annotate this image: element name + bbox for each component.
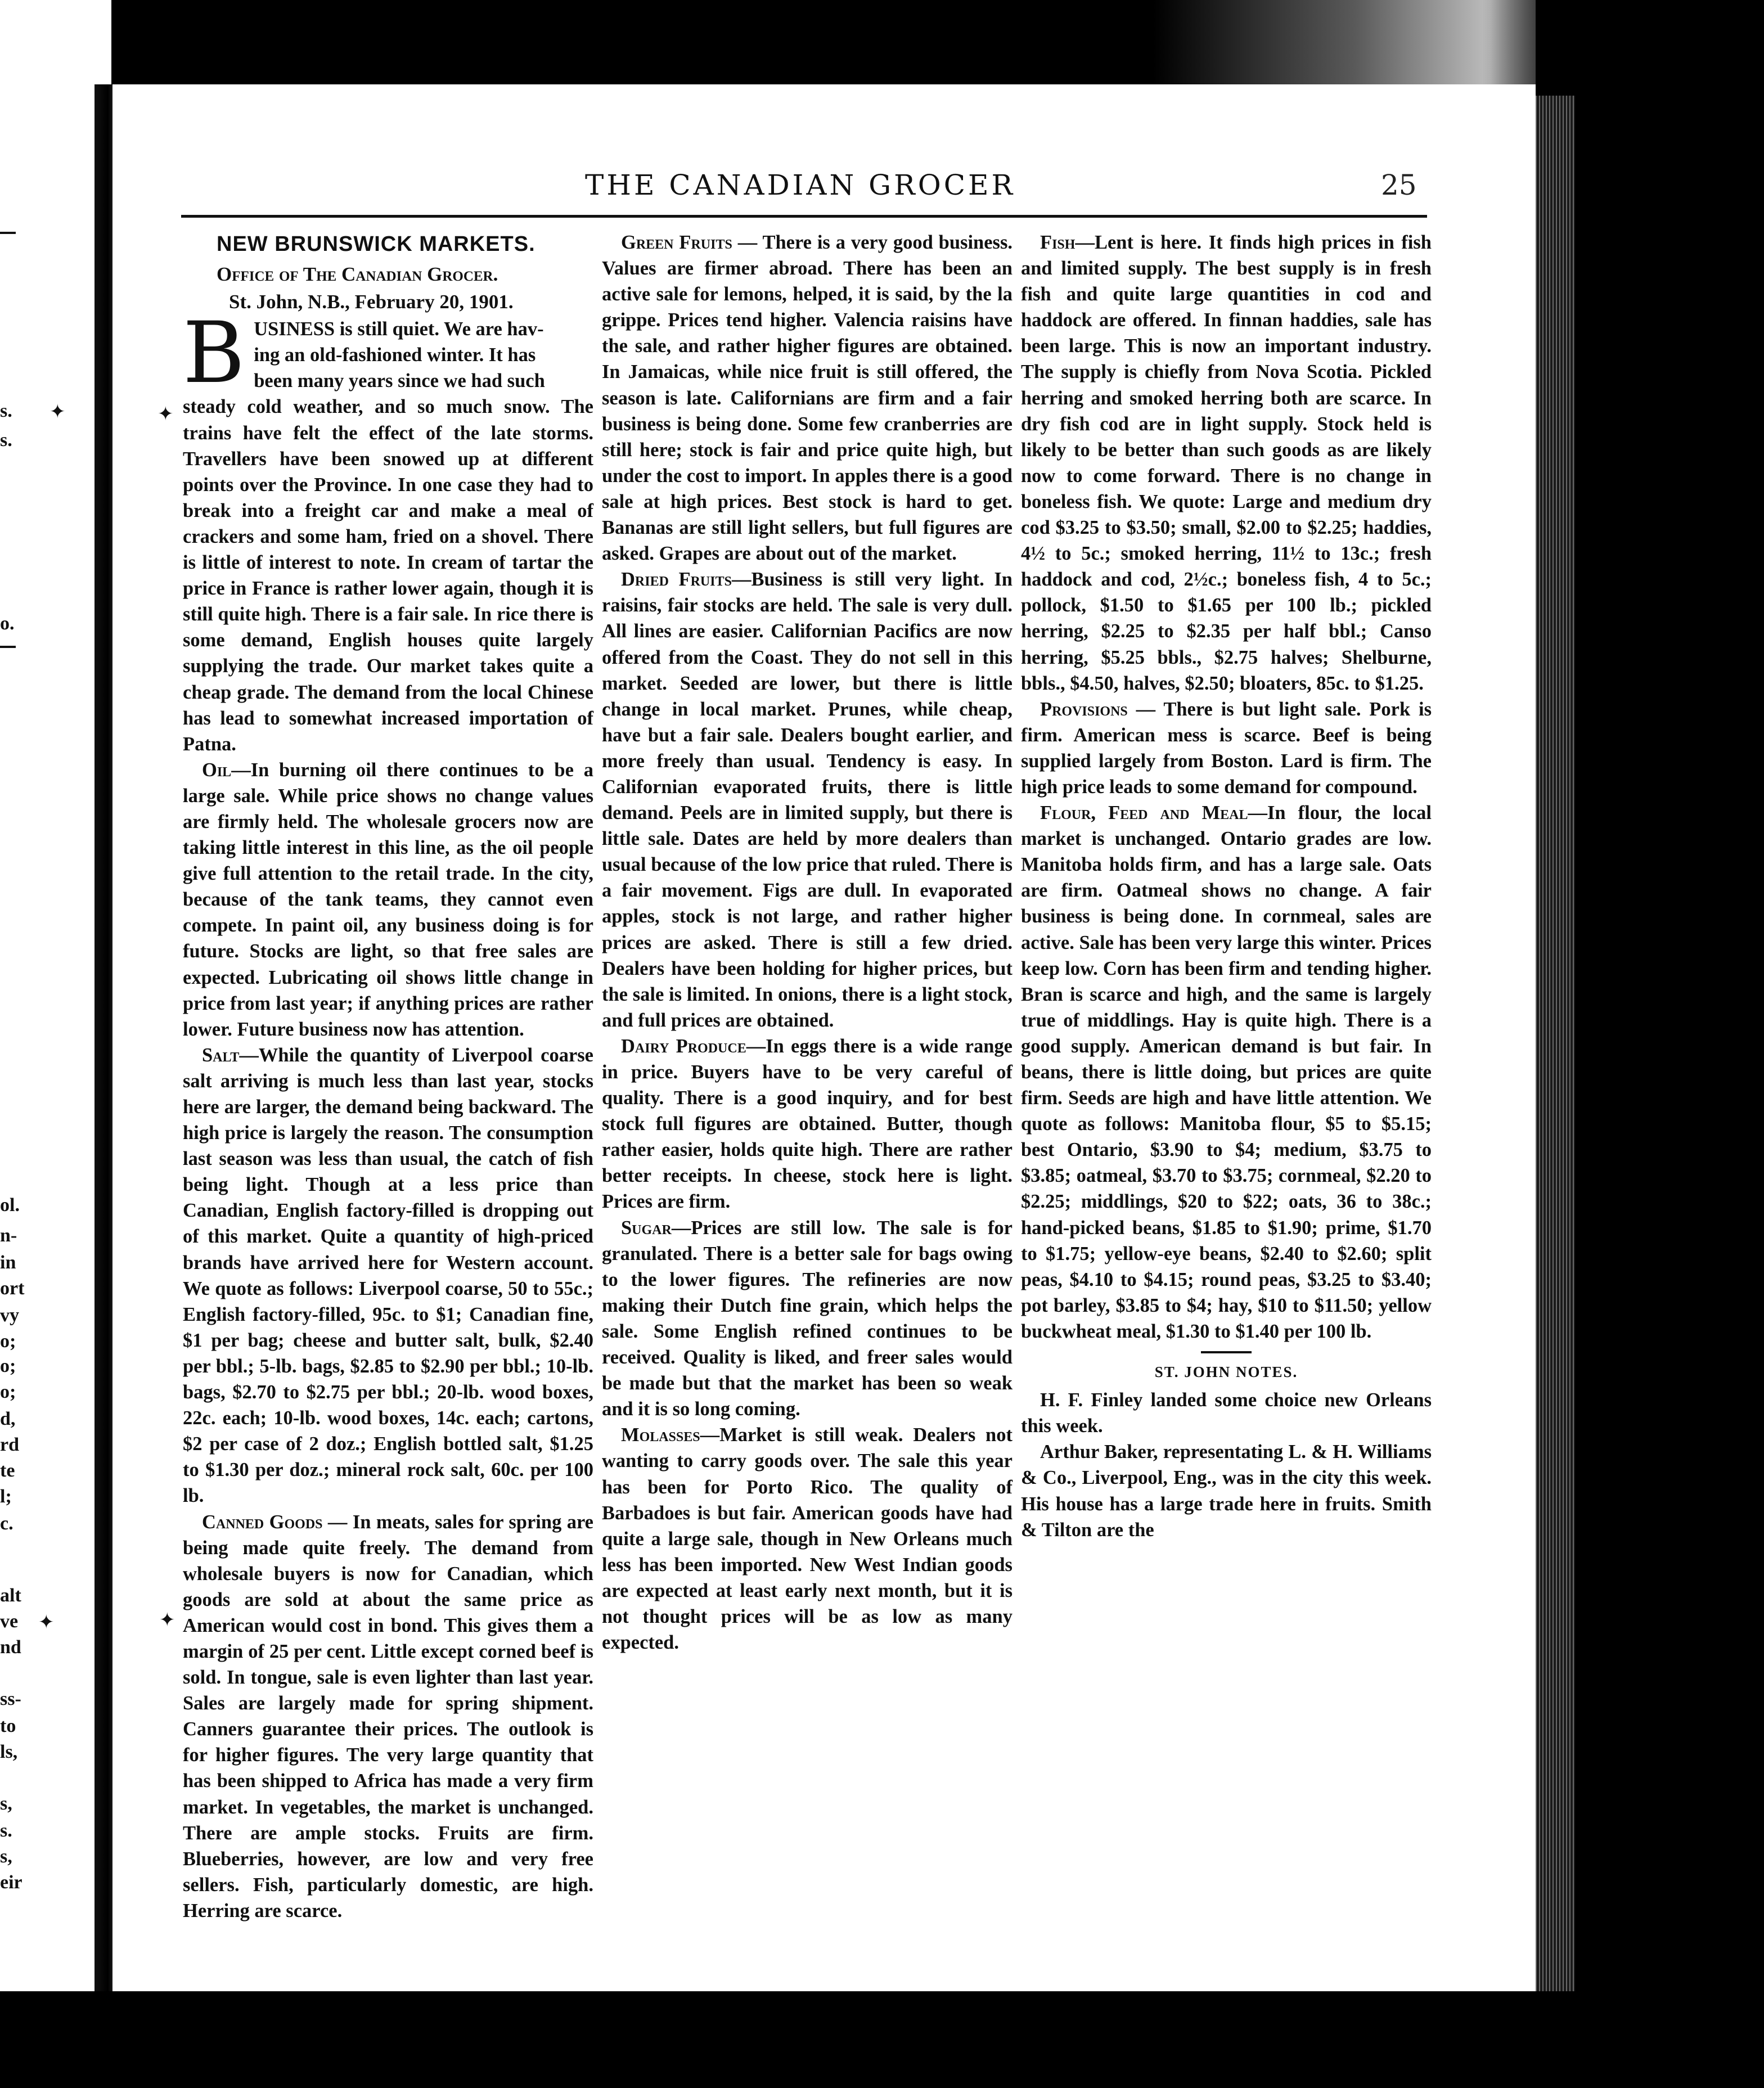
margin-fragment: ss- xyxy=(0,1689,21,1709)
section-oil xyxy=(183,757,593,1042)
margin-fragment: s, xyxy=(0,1793,12,1814)
margin-rule xyxy=(0,646,16,648)
section-heading: Sugar xyxy=(621,1217,672,1239)
margin-fragment: alt xyxy=(0,1585,21,1606)
margin-fragment: o; xyxy=(0,1356,16,1376)
margin-fragment: te xyxy=(0,1460,15,1481)
section-text: — In meats, sales for spring are being made quite freely. The demand from wholesale buyers is now for Canadian, which goods are sold at about the same price as American would cost in bond. This gives them a margin of 25 per cent. Little except corned beef is sold. In tongue, sale is even lighter than last year. Sales are largely made for spring shipment. Canners guarantee their prices. The outlook is for higher figures. The very large quantity that has been shipped to Africa has made a very firm market. In vegetables, the market is unchanged. There are ample stocks. Fruits are firm. Blueberries, however, are low and very free sellers. Fish, particularly domestic, are high. Herring are scarce. xyxy=(183,1511,593,1922)
article-office-line: Office of The Canadian Grocer. xyxy=(217,263,498,285)
lead-line: ing an old-fashioned winter. It has xyxy=(254,344,536,366)
lead-line: been many years since we had such xyxy=(254,370,545,392)
margin-fragment: o; xyxy=(0,1331,16,1352)
margin-mark-icon: ✦ xyxy=(158,403,174,425)
column-2 xyxy=(602,230,1012,1655)
section-dairy-produce xyxy=(602,1033,1012,1215)
lead-line: USINESS is still quiet. We are hav- xyxy=(254,318,544,340)
section-text: —In flour, the local market is unchanged. Ontario grades are low. Manitoba holds firm, and has a large sale. Oats are firm. Oatmeal shows no change. A fair business is being done. In cornmeal, sales are active. Sale has been very large this winter. Prices keep low. Corn has been firm and tending higher. Bran is scarce and high, and the same is largely true of middlings. Hay is quite high. There is a good supply. American demand is but fair. In beans, there is little doing, but prices are quite firm. Seeds are high and have little attention. We quote as follows: Manitoba flour, $5 to $5.15; best Ontario, $3.90 to $4; medium, $3.75 to $3.85; oatmeal, $3.70 to $3.75; cornmeal, $2.20 to $2.25; middlings, $20 to $22; oats, 36 to 38c.; hand-picked beans, $1.85 to $1.90; prime, $1.70 to $1.75; yellow-eye beans, $2.40 to $2.60; split peas, $4.10 to $4.15; round peas, $3.25 to $3.40; pot barley, $3.85 to $4; hay, $10 to $11.50; yellow buckwheat meal, $1.30 to $1.40 per 100 lb. xyxy=(1021,802,1432,1342)
section-heading: Oil xyxy=(202,759,232,781)
lead-paragraph-text: steady cold weather, and so much snow. The trains have felt the effect of the late storms. Travellers have been snowed up at different points over the Province. In one case they had to break into a freight car and make a meal of crackers and some ham, fried on a shovel. There is little of interest to note. In cream of tartar the price in France is rather lower again, though it is still quite high. There is a fair sale. In rice there is some demand, English houses quite largely supplying the trade. Our market takes quite a cheap grade. The demand from the local Chinese has lead to somewhat increased importation of Patna. xyxy=(183,396,593,755)
section-sugar xyxy=(602,1215,1012,1423)
margin-fragment: l; xyxy=(0,1486,12,1507)
margin-fragment: nd xyxy=(0,1637,21,1658)
margin-fragment: ls, xyxy=(0,1742,18,1762)
margin-fragment: o. xyxy=(0,613,15,634)
section-heading: Salt xyxy=(202,1044,240,1066)
notes-heading: ST. JOHN NOTES. xyxy=(1154,1364,1298,1381)
column-3 xyxy=(1021,230,1432,1543)
margin-fragment: c. xyxy=(0,1513,14,1534)
section-heading: Green Fruits xyxy=(621,232,732,253)
article-dateline: St. John, N.B., February 20, 1901. xyxy=(229,291,514,313)
drop-cap: B xyxy=(183,304,245,403)
section-text: —Lent is here. It finds high prices in fish and limited supply. The best supply is in fresh fish and quite large quantities in cod and haddock are offered. In finnan haddies, sale has been large. This is now an important industry. The supply is chiefly from Nova Scotia. Pickled herring and smoked herring both are scarce. In dry fish cod are in light supply. Stock held is likely to be better than such goods as are likely now to come forward. There is no change in boneless fish. We quote: Large and medium dry cod $3.25 to $3.50; small, $2.00 to $2.25; haddies, 4½ to 5c.; smoked herring, 11½ to 13c.; fresh haddock and cod, 2½c.; boneless fish, 4 to 5c.; pollock, $1.50 to $1.65 per 100 lb.; pickled herring, $2.25 to $2.35 per half bbl.; Canso herring, $5.25 bbls., $2.75 halves; Shelburne, bbls., $4.50, halves, $2.50; bloaters, 85c. to $1.25. xyxy=(1021,232,1432,694)
section-text: —Business is still very light. In raisins, fair stocks are held. The sale is very dull. All lines are easier. Californian Pacifics are now offered from the Coast. They do not sell in this market. Seeded are lower, but there is little change in local market. Prunes, while cheap, have but a fair sale. Dealers bought earlier, and more freely than usual. Tendency is easy. In Californian evaporated fruits, there is little demand. Peels are in limited supply, but there is little sale. Dates are held by more dealers than usual because of the low price that ruled. There is a fair movement. Figs are dull. In evaporated apples, stock is not large, and rather higher prices are asked. There is still a few dried. Dealers have been holding for higher prices, but the sale is limited. In onions, there is a light stock, and full prices are obtained. xyxy=(602,569,1012,1031)
margin-fragment: to xyxy=(0,1716,16,1736)
section-text: — There is a very good business. Values are firmer abroad. There has been an active sale for lemons, helped, it is said, by the la grippe. Prices tend higher. Valencia raisins have the sale, and rather higher figures are obtained. In Jamaicas, while nice fruit is still offered, the season is late. Californians are firm and a fair business is being done. Some few cranberries are still here; stock is fair and price quite high, but under the cost to import. In apples there is a good sale at high prices. Best stock is hard to get. Bananas are still light sellers, but full figures are asked. Grapes are about out of the market. xyxy=(602,232,1013,565)
margin-fragment: d, xyxy=(0,1408,16,1429)
margin-fragment: s, xyxy=(0,1846,12,1867)
lead-paragraph xyxy=(183,304,593,757)
header-rule xyxy=(181,215,1427,218)
page-number: 25 xyxy=(1381,169,1417,201)
margin-fragment: ve xyxy=(0,1611,19,1632)
section-green-fruits xyxy=(602,230,1012,566)
section-heading: Dairy Produce xyxy=(621,1035,746,1057)
margin-mark-icon: ✦ xyxy=(50,400,66,423)
section-canned-goods xyxy=(183,1509,593,1924)
margin-fragment: s. xyxy=(0,400,12,421)
section-provisions xyxy=(1021,696,1432,800)
section-divider xyxy=(1201,1351,1252,1353)
article-title: NEW BRUNSWICK MARKETS. xyxy=(217,232,536,256)
section-text: —In eggs there is a wide range in price. Buyers have to be very careful of quality. There is a good inquiry, and for best stock full figures are obtained. Butter, though rather easier, holds quite high. There are rather better receipts. In cheese, stock here is light. Prices are firm. xyxy=(602,1035,1012,1213)
section-salt xyxy=(183,1042,593,1509)
section-fish xyxy=(1021,230,1432,696)
margin-fragment: eir xyxy=(0,1872,22,1893)
section-text: — There is but light sale. Pork is firm. American mess is scarce. Beef is being supplied largely from Boston. Lard is firm. The high price leads to some demand for compound. xyxy=(1021,698,1432,798)
margin-fragment: n- xyxy=(0,1225,17,1246)
margin-fragment: rd xyxy=(0,1434,19,1455)
margin-fragment: vy xyxy=(0,1305,19,1326)
section-dried-fruits xyxy=(602,566,1012,1033)
section-text: —In burning oil there continues to be a large sale. While price shows no change values are firmly held. The wholesale grocers now are taking little interest in this line, as the oil people give full attention to the retail trade. In the city, because of the tank teams, they cannot even compete. In paint oil, any business doing is for future. Stocks are light, so that free sales are expected. Lubricating oil shows little change in price from last year; if anything prices are rather lower. Future business now has attention. xyxy=(183,759,593,1040)
section-text: —Market is still weak. Dealers not wanting to carry goods over. The sale this year has been for Porto Rico. The quality of Barbadoes is but fair. American goods have had quite a large sale, though in New Orleans much less has been imported. New West Indian goods are expected at least early next month, but it is not thought prices will be as low as many expected. xyxy=(602,1424,1012,1654)
section-heading: Canned Goods xyxy=(202,1511,323,1533)
book-page-edges xyxy=(1536,96,1575,1991)
section-text: —While the quantity of Liverpool coarse salt arriving is much less than last year, stocks here are larger, the demand being backward. The high price is largely the reason. The consumption last season was less than usual, the catch of fish being light. Though at a less price than Canadian, English factory-filled is dropping out of this market. Quite a quantity of high-priced brands have arrived here for Western account. We quote as follows: Liverpool coarse, 50 to 55c.; English factory-filled, 95c. to $1; Canadian fine, $1 per bag; cheese and butter salt, bulk, $2.40 per bbl.; 5-lb. bags, $2.85 to $2.90 per bbl.; 10-lb. bags, $2.70 to $2.75 per bbl.; 20-lb. wood boxes, 22c. each; 10-lb. wood boxes, 14c. each; cartons, $2 per case of 2 doz.; English bottled salt, $1.25 to $1.30 per doz.; mineral rock salt, 60c. per 100 lb. xyxy=(183,1044,593,1507)
margin-fragment: ol. xyxy=(0,1195,20,1216)
margin-fragment: ort xyxy=(0,1278,25,1299)
section-molasses xyxy=(602,1422,1012,1655)
section-heading: Flour, Feed and Meal xyxy=(1040,802,1248,824)
section-heading: Provisions xyxy=(1040,698,1128,720)
margin-fragment: in xyxy=(0,1252,16,1273)
notes-paragraph: H. F. Finley landed some choice new Orleans this week. xyxy=(1021,1389,1432,1437)
section-heading: Dried Fruits xyxy=(621,569,732,591)
page-header-title: THE CANADIAN GROCER xyxy=(585,169,1016,201)
margin-mark-icon: ✦ xyxy=(38,1611,55,1634)
section-text: —Prices are still low. The sale is for granulated. There is a better sale for bags owing to the lower figures. The refineries are now making their Dutch fine grain, which helps the sale. Some English refined continues to be received. Quality is liked, and freer sales would be made but that the market has been so weak and it is so long coming. xyxy=(602,1217,1012,1420)
margin-mark-icon: ✦ xyxy=(159,1609,176,1631)
margin-fragment: s. xyxy=(0,430,12,451)
column-1 xyxy=(183,230,593,1924)
margin-fragment: s. xyxy=(0,1820,12,1841)
section-heading: Molasses xyxy=(621,1424,700,1446)
margin-fragment: o; xyxy=(0,1382,16,1402)
section-flour-feed-meal xyxy=(1021,800,1432,1344)
section-heading: Fish xyxy=(1040,232,1076,253)
notes-paragraph: Arthur Baker, representating L. & H. Williams & Co., Liverpool, Eng., was in the city this week. His house has a large trade here in fruits. Smith & Tilton are the xyxy=(1021,1441,1432,1541)
margin-rule xyxy=(0,232,16,234)
scan-bottom-border xyxy=(0,1991,1764,2088)
